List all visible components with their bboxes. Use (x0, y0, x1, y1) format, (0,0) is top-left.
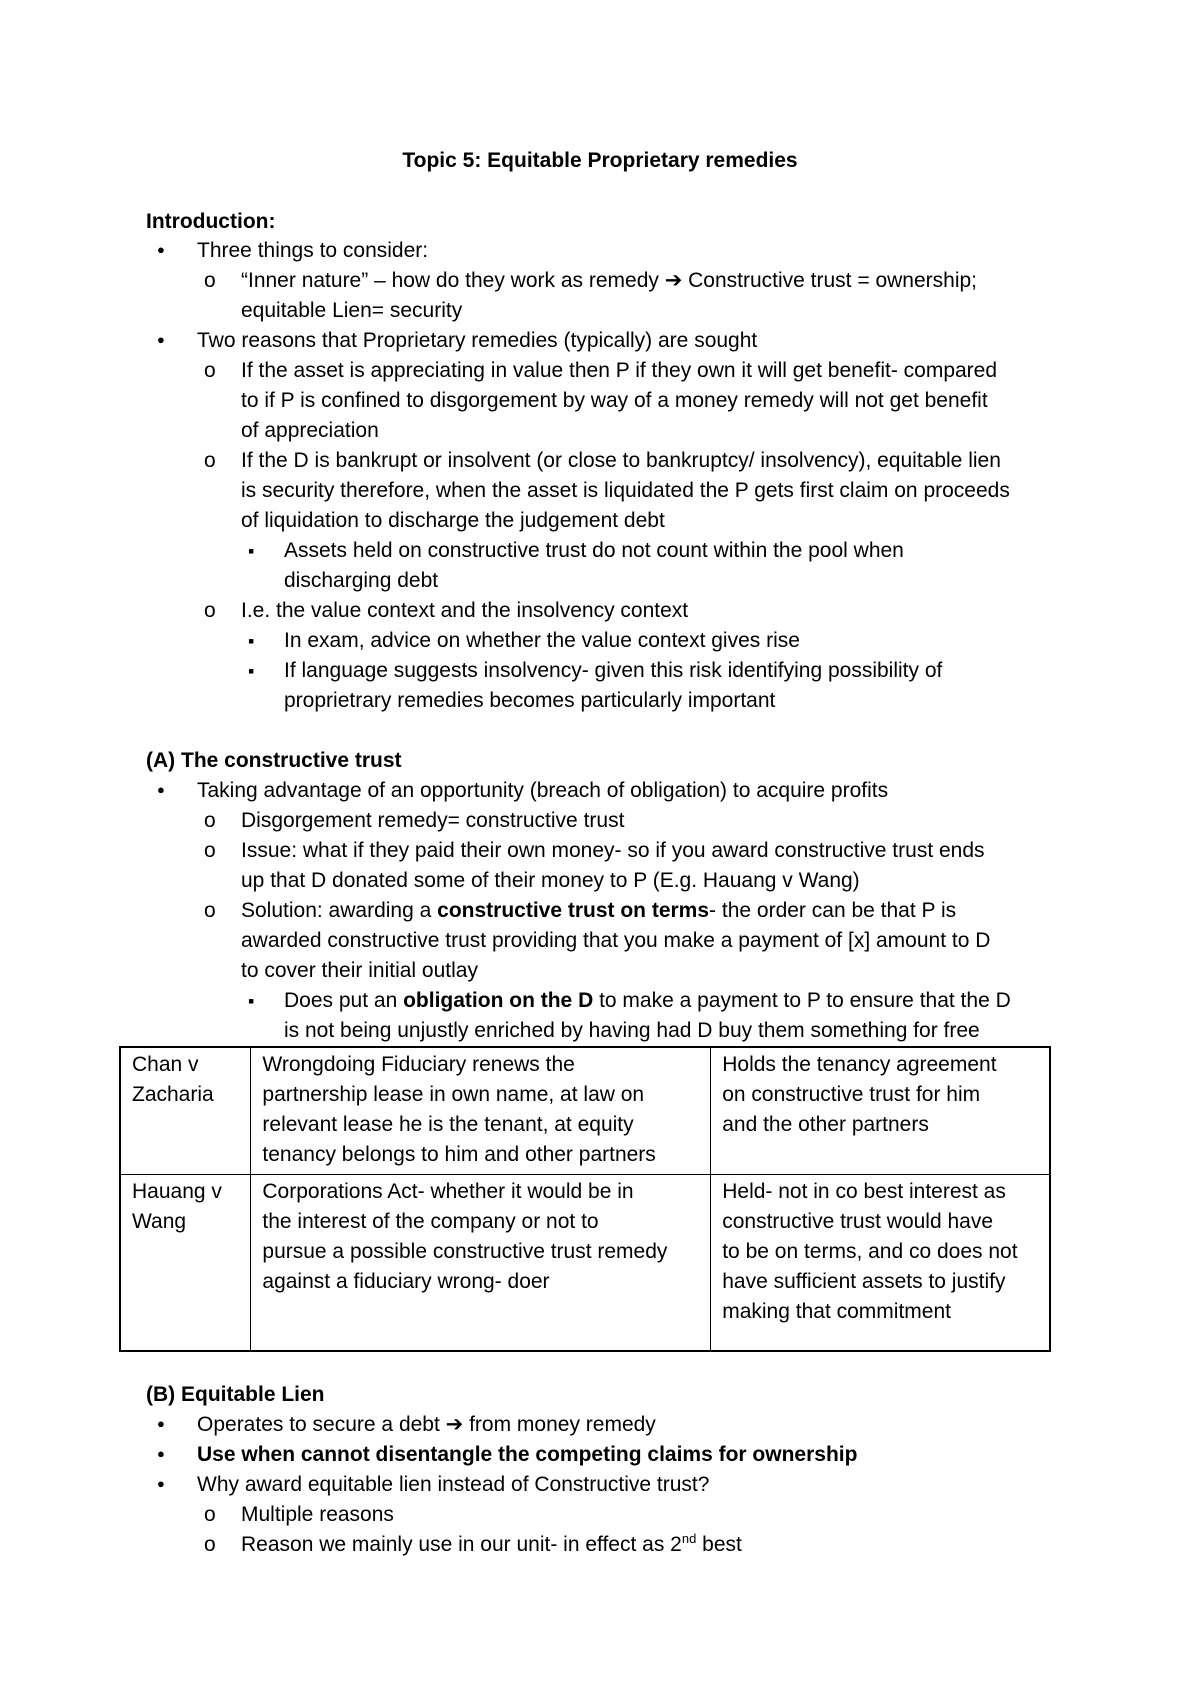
bullet-circle-icon (204, 266, 216, 296)
intro-bullet-2-1-line-2: to if P is confined to disgorgement by way of a money remedy will not get benefit (241, 389, 988, 412)
bullet-circle-icon (204, 896, 216, 926)
case-held-line: Held- not in co best interest as (722, 1180, 1006, 1203)
section-a-bullet-1-3-1-line-2: is not being unjustly enriched by having had D buy them something for free (284, 1019, 980, 1042)
bullet-disc-icon (157, 1410, 165, 1442)
case-facts-line: Corporations Act- whether it would be in (262, 1180, 634, 1203)
section-a-bullet-1-2-line-2: up that D donated some of their money to P (E.g. Hauang v Wang) (241, 869, 860, 892)
intro-bullet-2-3: I.e. the value context and the insolvency context (241, 599, 689, 622)
case-facts-line: relevant lease he is the tenant, at equity (262, 1113, 634, 1136)
bullet-disc-icon (157, 776, 165, 808)
section-a-bullet-1-3-line-2: awarded constructive trust providing that you make a payment of [x] amount to D (241, 929, 991, 952)
text-run: to make a payment to P to ensure that the D (593, 989, 1011, 1012)
text-run: best (696, 1533, 742, 1556)
case-held-line: to be on terms, and co does not (722, 1240, 1018, 1263)
intro-heading: Introduction: (146, 210, 276, 233)
bold-text-run: constructive trust on terms (437, 899, 710, 922)
case-facts-line: tenancy belongs to him and other partners (262, 1143, 656, 1166)
intro-bullet-2-1-line-3: of appreciation (241, 419, 379, 442)
cases-table (119, 1046, 1051, 1352)
bullet-disc-icon (157, 236, 165, 268)
intro-bullet-1-1-line-1: “Inner nature” – how do they work as remedy ➔ Constructive trust = ownership; (241, 269, 978, 292)
case-name-line: Wang (132, 1210, 187, 1233)
case-held-cell (711, 1047, 1050, 1175)
section-a-bullet-1-3-line-3: to cover their initial outlay (241, 959, 478, 982)
page-title: Topic 5: Equitable Proprietary remedies (402, 149, 798, 172)
case-facts-cell (251, 1175, 711, 1352)
text-run: Reason we mainly use in our unit- in effect as 2 (241, 1533, 682, 1556)
case-held-line: constructive trust would have (722, 1210, 994, 1233)
case-held-line: and the other partners (722, 1113, 929, 1136)
intro-bullet-2-2-line-2: is security therefore, when the asset is liquidated the P gets first claim on proceeds (241, 479, 1010, 502)
bullet-square-icon (248, 656, 254, 686)
section-a-heading: (A) The constructive trust (146, 749, 402, 772)
bullet-square-icon (248, 986, 254, 1016)
intro-bullet-2-3-1: In exam, advice on whether the value context gives rise (284, 629, 800, 652)
text-run: Does put an (284, 989, 404, 1012)
intro-bullet-2-2-1-line-2: discharging debt (284, 569, 439, 592)
bullet-disc-icon (157, 1440, 165, 1472)
intro-bullet-1: Three things to consider: (197, 239, 429, 262)
case-name-cell (120, 1047, 251, 1175)
intro-bullet-2-3-2-line-2: proprietrary remedies becomes particularly important (284, 689, 776, 712)
case-facts-line: Wrongdoing Fiduciary renews the (262, 1053, 575, 1076)
intro-bullet-1-1-line-2: equitable Lien= security (241, 299, 463, 322)
intro-bullet-2-1-line-1: If the asset is appreciating in value then P if they own it will get benefit- compared (241, 359, 998, 382)
bullet-circle-icon (204, 596, 216, 626)
section-a-bullet-1-3-1-line-1 (284, 986, 1011, 1016)
case-held-line: on constructive trust for him (722, 1083, 981, 1106)
section-a-bullet-1-2-line-1: Issue: what if they paid their own money- so if you award constructive trust ends (241, 839, 985, 862)
case-name-line: Hauang v (132, 1180, 222, 1203)
bold-text-run: obligation on the D (403, 989, 594, 1012)
case-held-cell (711, 1175, 1050, 1352)
superscript: nd (681, 1531, 697, 1546)
section-b-bullet-3-1: Multiple reasons (241, 1503, 394, 1526)
intro-bullet-2: Two reasons that Proprietary remedies (typically) are sought (197, 329, 758, 352)
case-facts-cell (251, 1047, 711, 1175)
bullet-circle-icon (204, 836, 216, 866)
case-facts-line: pursue a possible constructive trust remedy (262, 1240, 668, 1263)
case-held-line: have sufficient assets to justify (722, 1270, 1006, 1293)
table-row (120, 1175, 1050, 1352)
section-b-bullet-3: Why award equitable lien instead of Constructive trust? (197, 1473, 710, 1496)
case-facts-line: partnership lease in own name, at law on (262, 1083, 645, 1106)
intro-bullet-2-2-line-1: If the D is bankrupt or insolvent (or close to bankruptcy/ insolvency), equitable lien (241, 449, 1001, 472)
bullet-circle-icon (204, 1530, 216, 1560)
bullet-circle-icon (204, 806, 216, 836)
section-a-bullet-1-1: Disgorgement remedy= constructive trust (241, 809, 625, 832)
case-name-line: Chan v (132, 1053, 199, 1076)
bullet-square-icon (248, 626, 254, 656)
case-facts-line: against a fiduciary wrong- doer (262, 1270, 550, 1293)
table-row (120, 1047, 1050, 1175)
section-b-bullet-3-2 (241, 1530, 742, 1560)
section-b-bullet-2: Use when cannot disentangle the competing claims for ownership (197, 1443, 858, 1466)
section-b-heading: (B) Equitable Lien (146, 1383, 325, 1406)
bullet-disc-icon (157, 326, 165, 358)
section-a-bullet-1-3-line-1 (241, 896, 956, 926)
text-run: - the order can be that P is (709, 899, 957, 922)
case-facts-line: the interest of the company or not to (262, 1210, 599, 1233)
intro-bullet-2-2-line-3: of liquidation to discharge the judgement debt (241, 509, 665, 532)
case-name-line: Zacharia (132, 1083, 214, 1106)
intro-bullet-2-2-1-line-1: Assets held on constructive trust do not count within the pool when (284, 539, 904, 562)
bullet-circle-icon (204, 1500, 216, 1530)
bullet-circle-icon (204, 446, 216, 476)
section-b-bullet-1: Operates to secure a debt ➔ from money remedy (197, 1413, 656, 1436)
text-run: Solution: awarding a (241, 899, 438, 922)
case-held-line: making that commitment (722, 1300, 951, 1323)
case-name-cell (120, 1175, 251, 1352)
case-held-line: Holds the tenancy agreement (722, 1053, 997, 1076)
section-a-bullet-1: Taking advantage of an opportunity (breach of obligation) to acquire profits (197, 779, 889, 802)
intro-bullet-2-3-2-line-1: If language suggests insolvency- given this risk identifying possibility of (284, 659, 943, 682)
bullet-circle-icon (204, 356, 216, 386)
bullet-disc-icon (157, 1470, 165, 1502)
bullet-square-icon (248, 536, 254, 566)
